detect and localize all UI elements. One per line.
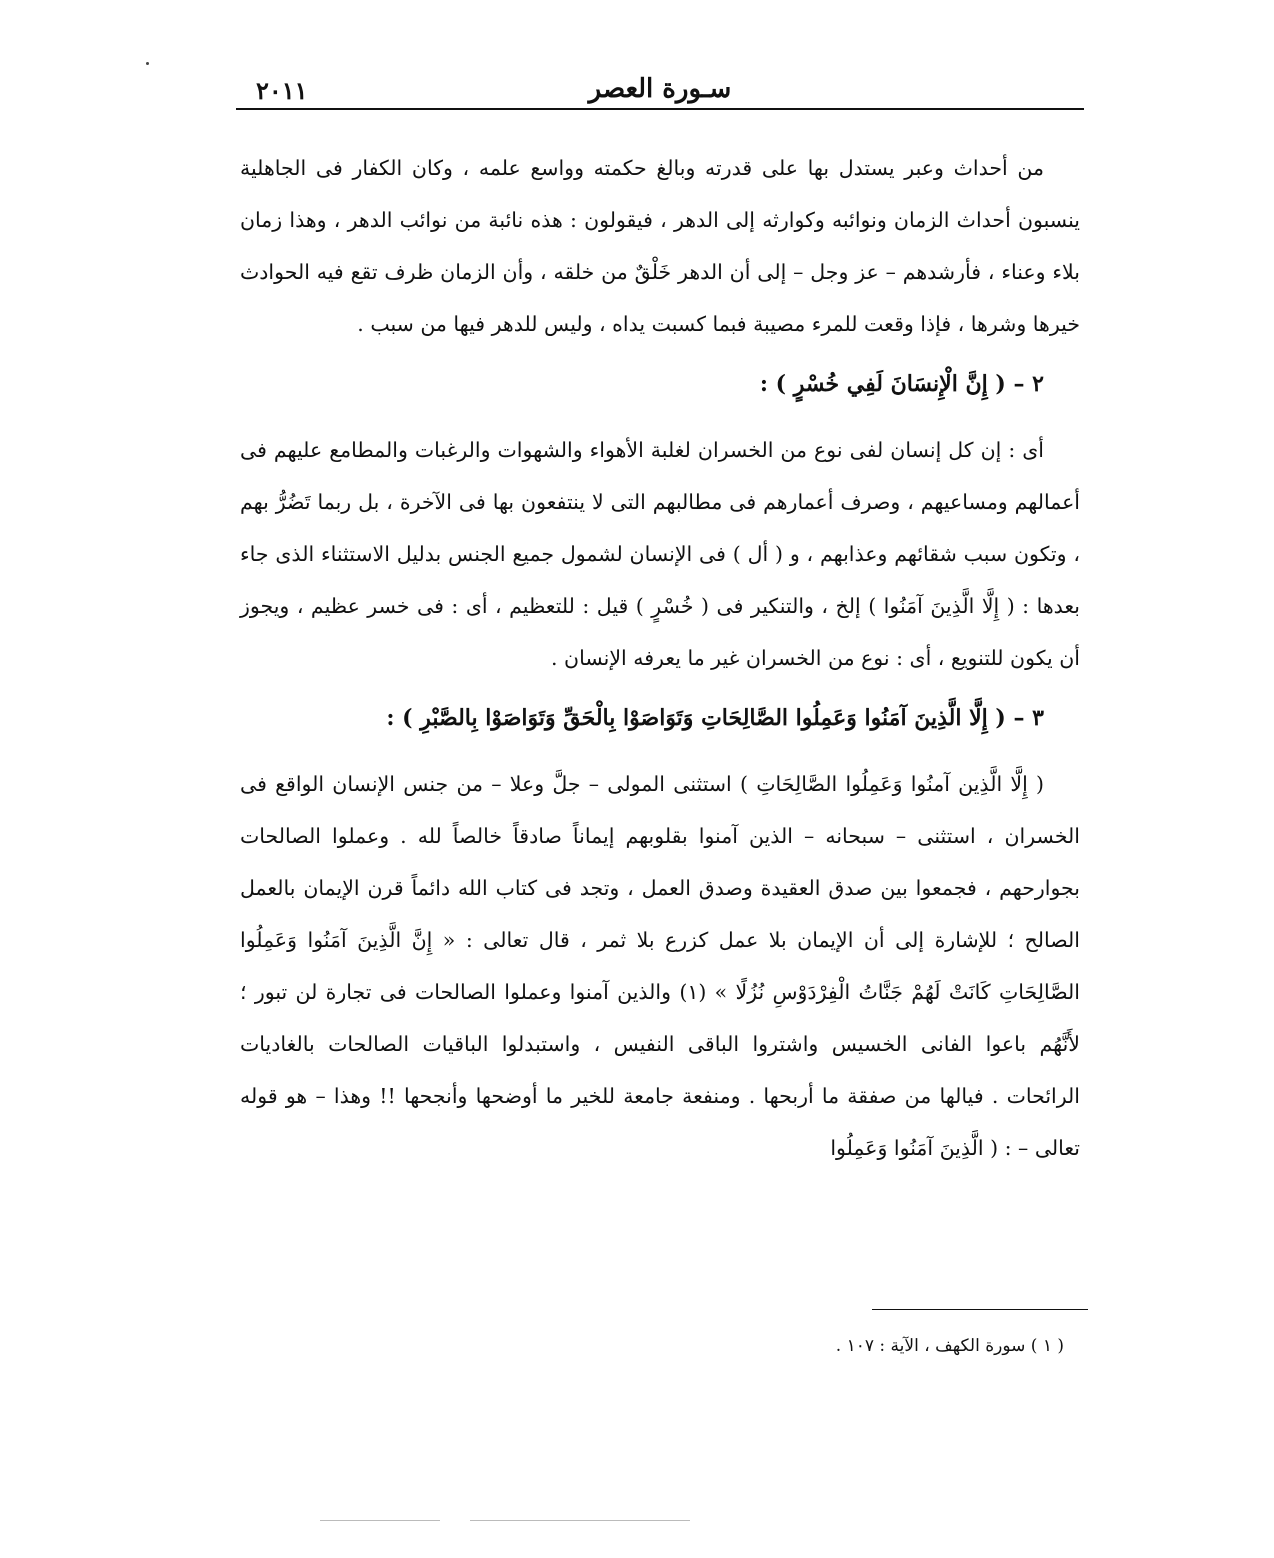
paragraph-verse-2: أى : إن كل إنسان لفى نوع من الخسران لغلبة الأهواء والشهوات والرغبات والمطامع عليهم فى أعمالهم ومساعيهم ، وصرف أعمارهم فى مطالبهم التى لا ينتفعون بها فى الآخرة ، بل ربما تَضُرُّ بهم ، وتكون سبب شقائهم وعذابهم ، و ( أل ) فى الإنسان لشمول جميع الجنس بدليل الاستثناء الذى جاء بعدها : ( إِلَّا الَّذِينَ آمَنُوا ) إلخ ، والتنكير فى ( خُسْرٍ ) قيل : للتعظيم ، أى : فى خسر عظيم ، ويجوز أن يكون للتنويع ، أى : نوع من الخسران غير ما يعرفه الإنسان .	[240, 438, 1080, 670]
running-title: سـورة العصر	[588, 74, 732, 104]
paragraph-intro: من أحداث وعبر يستدل بها على قدرته وبالغ حكمته وواسع علمه ، وكان الكفار فى الجاهلية ينسبون أحداث الزمان ونوائبه وكوارثه إلى الدهر ، فيقولون : هذه نائبة من نوائب الدهر ، وهذا زمان بلاء وعناء ، فأرشدهم – عز وجل – إلى أن الدهر خَلْقٌ من خلقه ، وأن الزمان ظرف تقع فيه الحوادث خيرها وشرها ، فإذا وقعت للمرء مصيبة فبما كسبت يداه ، وليس للدهر فيها من سبب .	[240, 156, 1080, 336]
footnote: ( ١ ) سورة الكهف ، الآية : ١٠٧ .	[835, 1336, 1064, 1356]
scan-edge-mark	[470, 1520, 690, 1521]
footnote-rule	[872, 1309, 1088, 1310]
page-number: ٢٠١١	[256, 76, 308, 105]
body-text	[240, 142, 1080, 1174]
page-header	[236, 68, 1084, 112]
verse-heading-2: ٢ – ( إِنَّ الْإِنسَانَ لَفِي خُسْرٍ ) :	[759, 371, 1044, 397]
paragraph-verse-3: ( إِلَّا الَّذِين آمنُوا وَعَمِلُوا الصَّالِحَاتِ ) استثنى المولى – جلَّ وعلا – من جنس الإنسان الواقع فى الخسران ، استثنى – سبحانه – الذين آمنوا بقلوبهم إيماناً صادقاً خالصاً لله . وعملوا الصالحات بجوارحهم ، فجمعوا بين صدق العقيدة وصدق العمل ، وتجد فى كتاب الله دائماً قرن الإيمان بالعمل الصالح ؛ للإشارة إلى أن الإيمان بلا عمل كزرع بلا ثمر ، قال تعالى : « إِنَّ الَّذِينَ آمَنُوا وَعَمِلُوا الصَّالِحَاتِ كَانَتْ لَهُمْ جَنَّاتُ الْفِرْدَوْسِ نُزُلًا » (١) والذين آمنوا وعملوا الصالحات فى تجارة لن تبور ؛ لأَنَّهُم باعوا الفانى الخسيس واشتروا الباقى النفيس ، واستبدلوا الباقيات الصالحات بالغاديات الرائحات . فيالها من صفقة ما أربحها . ومنفعة جامعة للخير ما أوضحها وأنجحها !! وهذا – هو قوله تعالى – : ( الَّذِينَ آمَنُوا وَعَمِلُوا	[240, 772, 1080, 1160]
verse-heading-3: ٣ – ( إِلَّا الَّذِينَ آمَنُوا وَعَمِلُوا الصَّالِحَاتِ وَتَوَاصَوْا بِالْحَقِّ وَتَوَاصَوْا بِالصَّبْرِ ) :	[386, 705, 1044, 731]
header-rule	[236, 108, 1084, 110]
scan-edge-mark	[320, 1520, 440, 1521]
scan-speck	[146, 62, 149, 65]
